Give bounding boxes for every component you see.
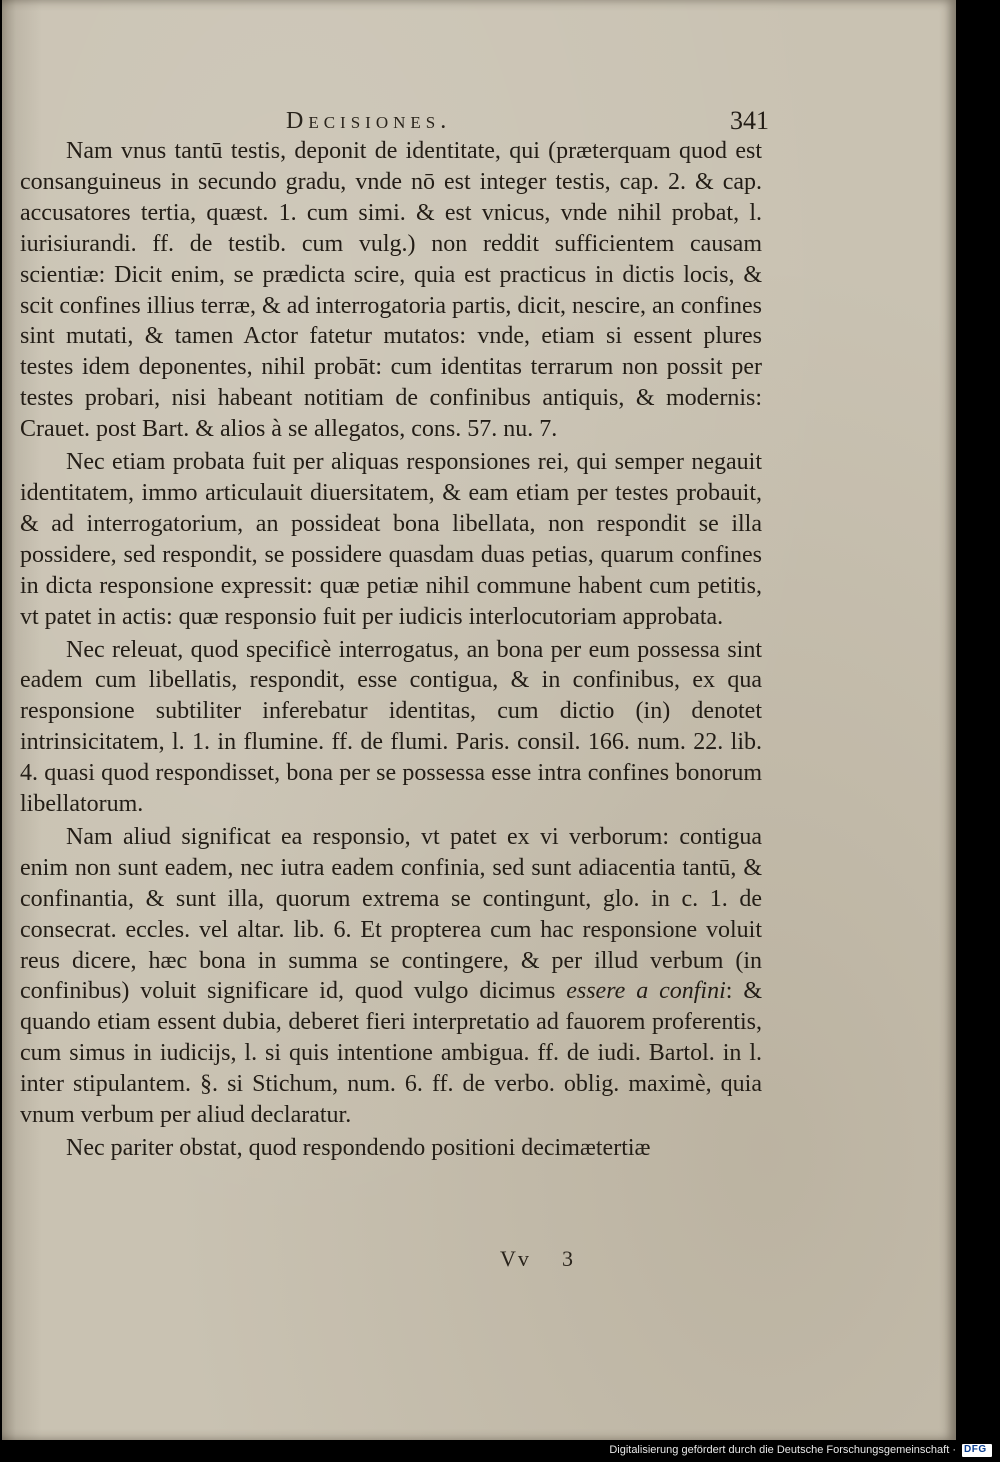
book-page xyxy=(2,0,956,1440)
paragraph-1: Nam vnus tantū testis, deponit de identitate, qui (præterquam quod est consanguineus in secundo gradu, vnde nō est integer testis, cap. 2. & cap. accusatores tertia, quæst. 1. cum simi. & est vnicus, vnde nihil probat, l. iurisiurandi. ff. de testib. cum vulg.) non reddit sufficientem causam scientiæ: Dicit enim, se prædicta scire, quia est practicus in dictis locis, & scit confines illius terræ, & ad interrogatoria partis, dicit, nescire, an confines sint mutati, & tamen Actor fatetur mutatos: vnde, etiam si essent plures testes idem deponentes, nihil probāt: cum identitas terrarum non possit per testes probari, nisi habeant notitiam de confinibus antiquis, & modernis: Crauet. post Bart. & alios à se allegatos, cons. 57. nu. 7. xyxy=(20,138,762,443)
dfg-logo-icon[interactable] xyxy=(962,1444,992,1457)
dfg-logo-text: DFG xyxy=(964,1444,987,1455)
running-head: Decisiones. xyxy=(286,108,452,134)
body-text xyxy=(20,136,762,1166)
funding-credit: Digitalisierung gefördert durch die Deutsche Forschungsgemeinschaft · xyxy=(609,1444,956,1456)
paragraph-2: Nec etiam probata fuit per aliquas responsiones rei, qui semper negauit identitatem, immo articulauit diuersitatem, & eam etiam per testes probauit, & ad interrogatorium, an possideat bona libellata, non respondit se illa possidere, sed respondit, se possidere quasdam duas petias, quarum confines in dicta responsione expressit: quæ petiæ nihil commune habent cum petitis, vt patet in actis: quæ responsio fuit per iudicis interlocutoriam approbata. xyxy=(20,449,762,630)
page-footer xyxy=(2,1246,956,1276)
paragraph-4-text-a: Nam aliud significat ea responsio, vt patet ex vi verborum: contigua enim non sunt eadem, nec iutra eadem confinia, sed sunt adiacentia tantū, & confinantia, & sunt illa, quorum extrema se contingunt, glo. in c. 1. de consecrat. eccles. vel altar. lib. 6. Et propterea cum hac responsione voluit reus dicere, hæc bona in summa se contingere, & per illud verbum (in confinibus) voluit significare id, quod vulgo dicimus xyxy=(20,823,762,1005)
paragraph-4-text-b: : & quando etiam essent dubia, deberet fieri interpretatio ad fauorem proferentis, cum simus in iudicijs, l. si quis intentione ambigua. ff. de iudi. Bartol. in l. inter stipulantem. §. si Stichum, num. 6. ff. de verbo. oblig. maximè, quia vnum verbum per aliud declaratur. xyxy=(20,978,762,1129)
credit-bar xyxy=(0,1440,1000,1462)
paragraph-4 xyxy=(20,822,762,1131)
page-header xyxy=(2,108,956,138)
paragraph-5: Nec pariter obstat, quod respondendo positioni decimætertiæ xyxy=(66,1135,651,1161)
italic-phrase: essere a confini xyxy=(566,978,726,1005)
paragraph-3: Nec releuat, quod specificè interrogatus, an bona per eum possessa sint eadem cum libellatis, respondit, esse contigua, & in confinibus, ex qua responsione subtiliter inferebatur identitas, cum dictio (in) denotet intrinsicitatem, l. 1. in flumine. ff. de flumi. Paris. consil. 166. num. 22. lib. 4. quasi quod respondisset, bona per se possessa esse intra confines bonorum libellatorum. xyxy=(20,636,762,818)
page-number: 341 xyxy=(730,106,769,135)
signature-mark: Vv xyxy=(500,1246,531,1271)
signature-number: 3 xyxy=(562,1246,573,1271)
